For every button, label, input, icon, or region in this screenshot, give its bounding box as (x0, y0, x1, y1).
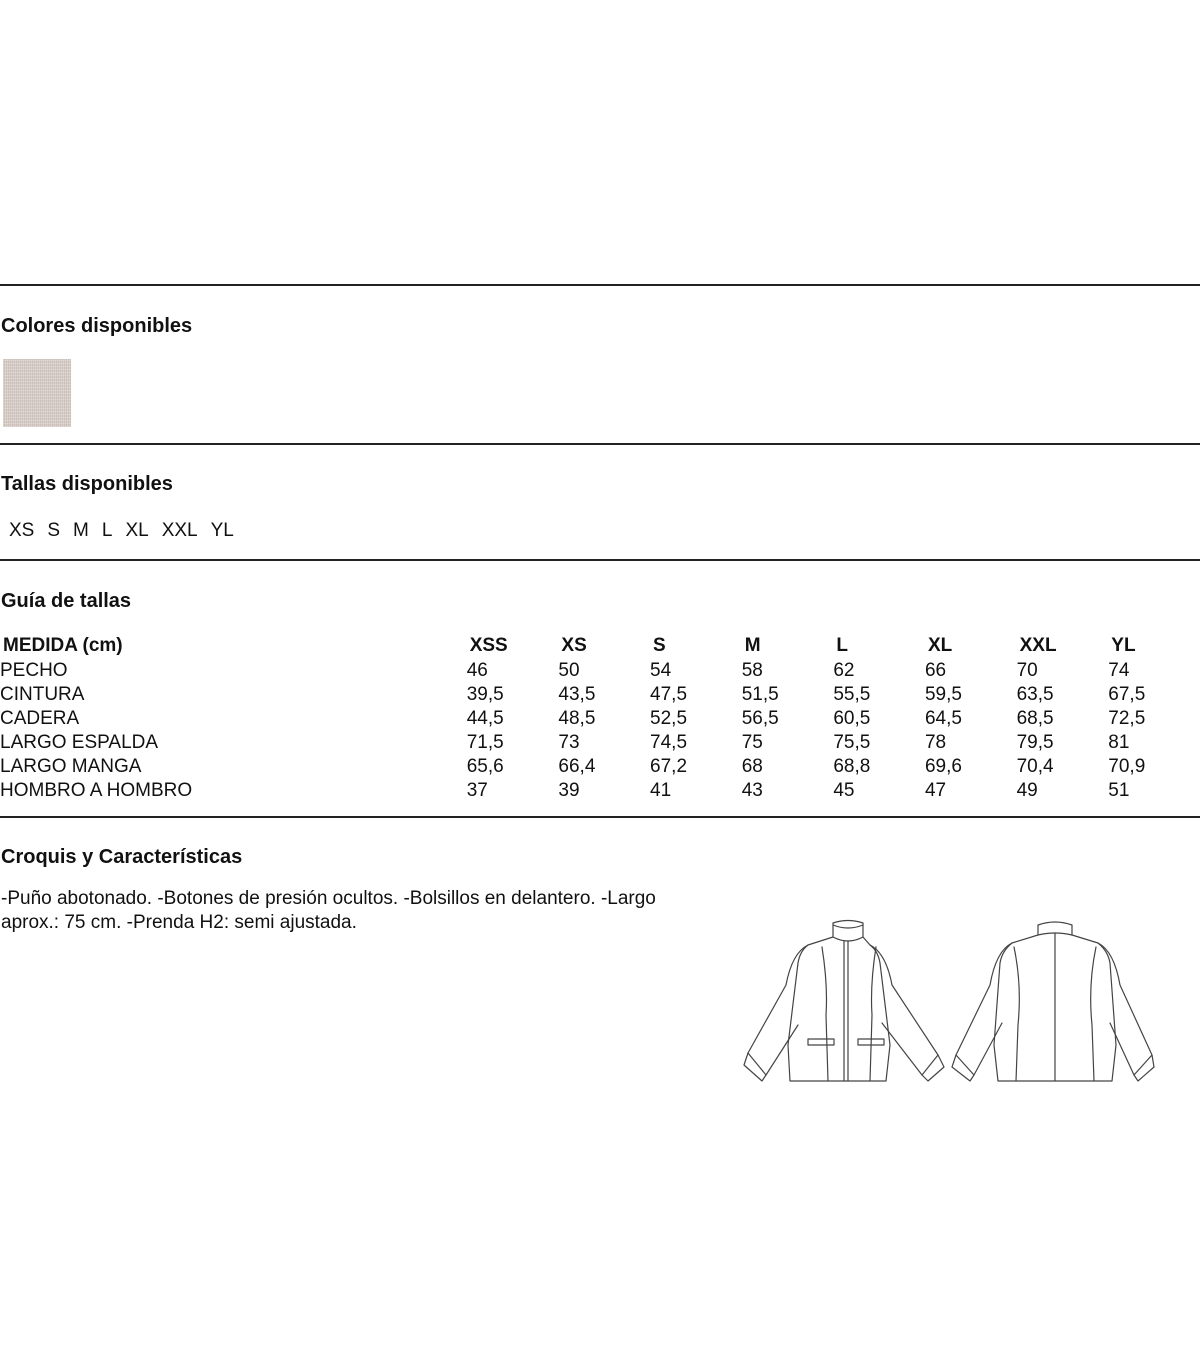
table-cell: 37 (466, 780, 488, 801)
table-cell: 39 (558, 780, 580, 801)
table-cell: 51,5 (741, 684, 779, 705)
table-cell: 55,5 (833, 684, 871, 705)
size-guide-heading: Guía de tallas (1, 590, 132, 612)
column-header-xxl: XXL (1019, 635, 1057, 656)
row-label: PECHO (0, 660, 68, 681)
row-label: LARGO ESPALDA (0, 732, 159, 753)
table-cell: 70,9 (1108, 756, 1146, 777)
table-cell: 62 (833, 660, 855, 681)
size-option-yl[interactable]: YL (210, 520, 234, 541)
column-header-xl: XL (927, 635, 953, 656)
divider-top (0, 284, 1200, 286)
table-cell: 58 (741, 660, 763, 681)
column-header-xss: XSS (469, 635, 508, 656)
table-cell: 60,5 (833, 708, 871, 729)
row-label: CINTURA (0, 684, 85, 705)
table-cell: 67,2 (650, 756, 688, 777)
row-label: LARGO MANGA (0, 756, 142, 777)
column-header-m: M (744, 635, 761, 656)
table-cell: 72,5 (1108, 708, 1146, 729)
table-cell: 43 (741, 780, 763, 801)
table-cell: 73 (558, 732, 580, 753)
table-cell: 71,5 (466, 732, 504, 753)
column-header-yl: YL (1111, 635, 1136, 656)
row-label: HOMBRO A HOMBRO (0, 780, 193, 801)
table-cell: 81 (1108, 732, 1130, 753)
sketch-heading: Croquis y Características (1, 846, 243, 868)
divider-sizes (0, 559, 1200, 561)
column-header-l: L (836, 635, 848, 656)
table-cell: 68,5 (1016, 708, 1054, 729)
table-cell: 68 (741, 756, 763, 777)
table-row (0, 683, 1200, 707)
size-option-m[interactable]: M (73, 520, 89, 541)
table-cell: 67,5 (1108, 684, 1146, 705)
size-option-s[interactable]: S (47, 520, 61, 541)
sizes-list (9, 520, 247, 542)
column-header-measure: MEDIDA (cm) (3, 635, 123, 656)
table-cell: 63,5 (1016, 684, 1054, 705)
sizes-heading: Tallas disponibles (1, 473, 173, 495)
divider-colors (0, 443, 1200, 445)
table-cell: 49 (1016, 780, 1038, 801)
table-cell: 75,5 (833, 732, 871, 753)
table-cell: 56,5 (741, 708, 779, 729)
size-option-xxl[interactable]: XXL (161, 520, 198, 541)
table-cell: 51 (1108, 780, 1130, 801)
column-header-s: S (653, 635, 666, 656)
table-cell: 52,5 (650, 708, 688, 729)
size-option-xs[interactable]: XS (9, 520, 35, 541)
table-cell: 66 (924, 660, 947, 681)
table-cell: 46 (466, 660, 488, 681)
table-cell: 41 (650, 780, 672, 801)
table-cell: 74 (1108, 660, 1130, 681)
table-cell: 65,6 (466, 756, 504, 777)
table-cell: 78 (924, 732, 947, 753)
size-option-l[interactable]: L (101, 520, 113, 541)
table-cell: 70 (1016, 660, 1038, 681)
size-option-xl[interactable]: XL (125, 520, 149, 541)
features-description: -Puño abotonado. -Botones de presión ocultos. -Bolsillos en delantero. -Largo aprox.: 75 cm. -Prenda H2: semi ajustada. (1, 888, 656, 933)
table-cell: 39,5 (466, 684, 504, 705)
table-row (0, 731, 1200, 755)
table-cell: 48,5 (558, 708, 596, 729)
table-cell: 68,8 (833, 756, 871, 777)
table-row (0, 755, 1200, 779)
jacket-back-sketch (952, 922, 1154, 1081)
jacket-sketch (740, 915, 1160, 1087)
row-label: CADERA (0, 708, 80, 729)
table-cell: 50 (558, 660, 580, 681)
table-cell: 74,5 (650, 732, 688, 753)
divider-guide (0, 816, 1200, 818)
column-header-xs: XS (561, 635, 587, 656)
table-cell: 44,5 (466, 708, 504, 729)
table-cell: 75 (741, 732, 763, 753)
table-cell: 59,5 (924, 684, 962, 705)
table-cell: 43,5 (558, 684, 596, 705)
table-cell: 79,5 (1016, 732, 1054, 753)
colors-heading: Colores disponibles (1, 315, 193, 337)
table-cell: 54 (650, 660, 672, 681)
jacket-front-sketch (744, 921, 944, 1082)
table-cell: 47,5 (650, 684, 688, 705)
table-row (0, 707, 1200, 731)
table-row (0, 779, 1200, 803)
table-cell: 45 (833, 780, 855, 801)
color-swatch-beige[interactable] (3, 359, 71, 427)
table-row (0, 659, 1200, 683)
table-cell: 47 (924, 780, 947, 801)
table-header-row (0, 633, 1200, 659)
table-cell: 66,4 (558, 756, 596, 777)
table-cell: 69,6 (924, 756, 962, 777)
table-cell: 70,4 (1016, 756, 1054, 777)
table-cell: 64,5 (924, 708, 962, 729)
size-guide-table (0, 633, 1200, 803)
